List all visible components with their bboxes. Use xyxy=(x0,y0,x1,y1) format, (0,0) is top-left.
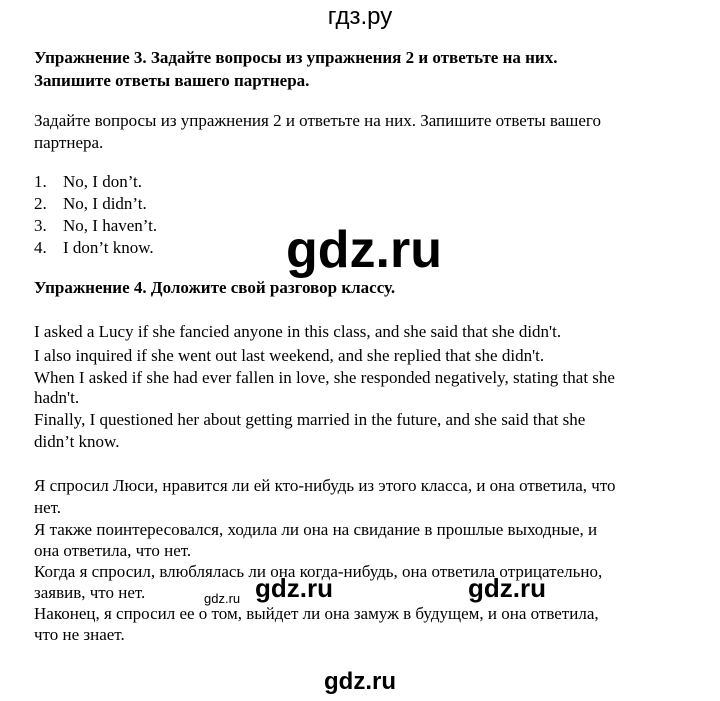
watermark-big: gdz.ru xyxy=(286,221,442,279)
russian-line-5: Когда я спросил, влюблялась ли она когда-нибудь, она ответила отрицательно, xyxy=(34,562,603,581)
exercise-3-title-line-1: Упражнение 3. Задайте вопросы из упражнения 2 и ответьте на них. xyxy=(34,48,558,67)
english-line-6: didn’t know. xyxy=(34,432,120,451)
exercise-3-answer-list xyxy=(34,171,157,259)
watermark-footer: gdz.ru xyxy=(324,668,396,695)
russian-line-6: заявив, что нет. xyxy=(34,583,146,602)
exercise-4-title: Упражнение 4. Доложите свой разговор классу. xyxy=(34,278,396,297)
russian-line-7: Наконец, я спросил ее о том, выйдет ли она замуж в будущем, и она ответила, xyxy=(34,604,599,623)
russian-line-3: Я также поинтересовался, ходила ли она на свидание в прошлые выходные, и xyxy=(34,520,598,539)
english-line-4: hadn't. xyxy=(34,388,80,407)
exercise-3-title-line-2: Запишите ответы вашего партнера. xyxy=(34,71,310,90)
russian-line-1: Я спросил Люси, нравится ли ей кто-нибудь из этого класса, и она ответила, что xyxy=(34,476,616,495)
russian-line-4: она ответила, что нет. xyxy=(34,541,192,560)
list-item xyxy=(34,215,157,237)
list-item xyxy=(34,193,157,215)
english-line-1: I asked a Lucy if she fancied anyone in this class, and she said that she didn't. xyxy=(34,322,562,341)
watermark-mid-left: gdz.ru xyxy=(255,573,333,603)
russian-line-8: что не знает. xyxy=(34,625,125,644)
list-item-number: 1. xyxy=(34,172,47,191)
list-item-text: I don’t know. xyxy=(63,238,154,257)
site-header: гдз.ру xyxy=(327,3,393,30)
watermark-small: gdz.ru xyxy=(204,591,241,606)
english-line-5: Finally, I questioned her about getting married in the future, and she said that she xyxy=(34,410,586,429)
list-item-number: 2. xyxy=(34,194,47,213)
english-line-3: When I asked if she had ever fallen in love, she responded negatively, stating that she xyxy=(34,368,615,387)
list-item-number: 4. xyxy=(34,238,47,257)
list-item-number: 3. xyxy=(34,216,47,235)
list-item xyxy=(34,171,157,193)
exercise-3-instruction-line-2: партнера. xyxy=(34,133,104,152)
list-item-text: No, I didn’t. xyxy=(63,194,147,213)
list-item-text: No, I haven’t. xyxy=(63,216,158,235)
list-item-text: No, I don’t. xyxy=(63,172,143,191)
watermark-mid-right: gdz.ru xyxy=(468,573,546,603)
exercise-3-instruction-line-1: Задайте вопросы из упражнения 2 и ответьте на них. Запишите ответы вашего xyxy=(34,111,601,130)
list-item xyxy=(34,237,157,259)
russian-line-2: нет. xyxy=(34,498,62,517)
english-line-2: I also inquired if she went out last weekend, and she replied that she didn't. xyxy=(34,346,545,365)
